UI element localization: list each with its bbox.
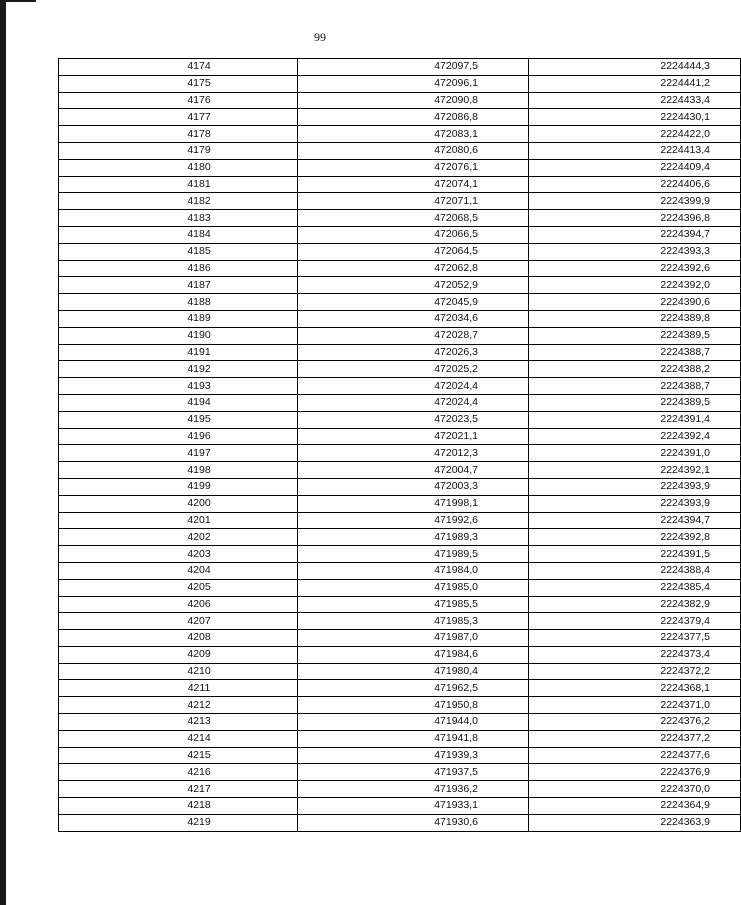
x-coordinate-cell: 471944,0	[298, 714, 529, 731]
point-number-cell: 4183	[59, 210, 298, 227]
point-number-cell: 4218	[59, 798, 298, 815]
table-row	[59, 663, 741, 680]
table-row	[59, 546, 741, 563]
table-row	[59, 75, 741, 92]
point-number-cell: 4219	[59, 814, 298, 831]
point-number-cell: 4184	[59, 226, 298, 243]
y-coordinate-cell: 2224396,8	[529, 210, 741, 227]
y-coordinate-cell: 2224377,2	[529, 730, 741, 747]
x-coordinate-cell: 471989,5	[298, 546, 529, 563]
point-number-cell: 4198	[59, 462, 298, 479]
y-coordinate-cell: 2224370,0	[529, 781, 741, 798]
point-number-cell: 4200	[59, 495, 298, 512]
x-coordinate-cell: 471987,0	[298, 630, 529, 647]
table-row	[59, 226, 741, 243]
point-number-cell: 4180	[59, 159, 298, 176]
y-coordinate-cell: 2224422,0	[529, 126, 741, 143]
point-number-cell: 4187	[59, 277, 298, 294]
x-coordinate-cell: 472083,1	[298, 126, 529, 143]
table-row	[59, 344, 741, 361]
y-coordinate-cell: 2224391,4	[529, 411, 741, 428]
y-coordinate-cell: 2224430,1	[529, 109, 741, 126]
x-coordinate-cell: 472064,5	[298, 243, 529, 260]
point-number-cell: 4189	[59, 310, 298, 327]
x-coordinate-cell: 471984,0	[298, 562, 529, 579]
table-row	[59, 529, 741, 546]
point-number-cell: 4195	[59, 411, 298, 428]
y-coordinate-cell: 2224388,7	[529, 378, 741, 395]
x-coordinate-cell: 472062,8	[298, 260, 529, 277]
x-coordinate-cell: 472071,1	[298, 193, 529, 210]
x-coordinate-cell: 471941,8	[298, 730, 529, 747]
y-coordinate-cell: 2224382,9	[529, 596, 741, 613]
table-row	[59, 210, 741, 227]
y-coordinate-cell: 2224389,5	[529, 394, 741, 411]
point-number-cell: 4205	[59, 579, 298, 596]
y-coordinate-cell: 2224389,5	[529, 327, 741, 344]
x-coordinate-cell: 472080,6	[298, 142, 529, 159]
x-coordinate-cell: 471980,4	[298, 663, 529, 680]
y-coordinate-cell: 2224379,4	[529, 613, 741, 630]
point-number-cell: 4193	[59, 378, 298, 395]
scan-edge-left	[0, 0, 6, 905]
y-coordinate-cell: 2224406,6	[529, 176, 741, 193]
table-row	[59, 193, 741, 210]
table-row	[59, 579, 741, 596]
x-coordinate-cell: 472023,5	[298, 411, 529, 428]
y-coordinate-cell: 2224393,9	[529, 478, 741, 495]
point-number-cell: 4185	[59, 243, 298, 260]
table-row	[59, 142, 741, 159]
y-coordinate-cell: 2224388,2	[529, 361, 741, 378]
table-row	[59, 478, 741, 495]
table-row	[59, 445, 741, 462]
table-row	[59, 294, 741, 311]
table-row	[59, 630, 741, 647]
x-coordinate-cell: 472074,1	[298, 176, 529, 193]
table-row	[59, 730, 741, 747]
y-coordinate-cell: 2224392,1	[529, 462, 741, 479]
x-coordinate-cell: 472021,1	[298, 428, 529, 445]
table-row	[59, 764, 741, 781]
x-coordinate-cell: 472045,9	[298, 294, 529, 311]
point-number-cell: 4176	[59, 92, 298, 109]
point-number-cell: 4197	[59, 445, 298, 462]
x-coordinate-cell: 471962,5	[298, 680, 529, 697]
x-coordinate-cell: 472090,8	[298, 92, 529, 109]
x-coordinate-cell: 472025,2	[298, 361, 529, 378]
table-row	[59, 596, 741, 613]
point-number-cell: 4215	[59, 747, 298, 764]
y-coordinate-cell: 2224444,3	[529, 59, 741, 76]
y-coordinate-cell: 2224394,7	[529, 226, 741, 243]
point-number-cell: 4203	[59, 546, 298, 563]
y-coordinate-cell: 2224368,1	[529, 680, 741, 697]
point-number-cell: 4188	[59, 294, 298, 311]
x-coordinate-cell: 471985,5	[298, 596, 529, 613]
y-coordinate-cell: 2224376,9	[529, 764, 741, 781]
point-number-cell: 4182	[59, 193, 298, 210]
point-number-cell: 4216	[59, 764, 298, 781]
table-row	[59, 361, 741, 378]
y-coordinate-cell: 2224389,8	[529, 310, 741, 327]
table-row	[59, 277, 741, 294]
y-coordinate-cell: 2224409,4	[529, 159, 741, 176]
y-coordinate-cell: 2224391,5	[529, 546, 741, 563]
table-row	[59, 814, 741, 831]
y-coordinate-cell: 2224393,3	[529, 243, 741, 260]
x-coordinate-cell: 471933,1	[298, 798, 529, 815]
x-coordinate-cell: 471930,6	[298, 814, 529, 831]
x-coordinate-cell: 471992,6	[298, 512, 529, 529]
x-coordinate-cell: 472003,3	[298, 478, 529, 495]
x-coordinate-cell: 471939,3	[298, 747, 529, 764]
x-coordinate-cell: 471985,0	[298, 579, 529, 596]
x-coordinate-cell: 472097,5	[298, 59, 529, 76]
x-coordinate-cell: 471989,3	[298, 529, 529, 546]
y-coordinate-cell: 2224376,2	[529, 714, 741, 731]
table-row	[59, 243, 741, 260]
point-number-cell: 4175	[59, 75, 298, 92]
table-row	[59, 697, 741, 714]
table-row	[59, 462, 741, 479]
x-coordinate-cell: 472086,8	[298, 109, 529, 126]
x-coordinate-cell: 472034,6	[298, 310, 529, 327]
x-coordinate-cell: 472076,1	[298, 159, 529, 176]
point-number-cell: 4177	[59, 109, 298, 126]
point-number-cell: 4201	[59, 512, 298, 529]
point-number-cell: 4178	[59, 126, 298, 143]
y-coordinate-cell: 2224364,9	[529, 798, 741, 815]
x-coordinate-cell: 472024,4	[298, 394, 529, 411]
table-row	[59, 378, 741, 395]
table-row	[59, 59, 741, 76]
table-row	[59, 92, 741, 109]
x-coordinate-cell: 472066,5	[298, 226, 529, 243]
x-coordinate-cell: 471950,8	[298, 697, 529, 714]
y-coordinate-cell: 2224388,4	[529, 562, 741, 579]
point-number-cell: 4206	[59, 596, 298, 613]
table-row	[59, 781, 741, 798]
page-number: 99	[314, 30, 326, 44]
x-coordinate-cell: 472068,5	[298, 210, 529, 227]
table-row	[59, 495, 741, 512]
point-number-cell: 4194	[59, 394, 298, 411]
x-coordinate-cell: 471998,1	[298, 495, 529, 512]
point-number-cell: 4204	[59, 562, 298, 579]
y-coordinate-cell: 2224441,2	[529, 75, 741, 92]
point-number-cell: 4211	[59, 680, 298, 697]
table-row	[59, 613, 741, 630]
x-coordinate-cell: 472052,9	[298, 277, 529, 294]
point-number-cell: 4202	[59, 529, 298, 546]
point-number-cell: 4212	[59, 697, 298, 714]
x-coordinate-cell: 472024,4	[298, 378, 529, 395]
x-coordinate-cell: 472096,1	[298, 75, 529, 92]
y-coordinate-cell: 2224372,2	[529, 663, 741, 680]
table-row	[59, 109, 741, 126]
table-row	[59, 428, 741, 445]
x-coordinate-cell: 471937,5	[298, 764, 529, 781]
table-row	[59, 714, 741, 731]
y-coordinate-cell: 2224390,6	[529, 294, 741, 311]
x-coordinate-cell: 472012,3	[298, 445, 529, 462]
table-row	[59, 159, 741, 176]
y-coordinate-cell: 2224393,9	[529, 495, 741, 512]
y-coordinate-cell: 2224433,4	[529, 92, 741, 109]
x-coordinate-cell: 471985,3	[298, 613, 529, 630]
point-number-cell: 4196	[59, 428, 298, 445]
table-row	[59, 798, 741, 815]
x-coordinate-cell: 471984,6	[298, 646, 529, 663]
y-coordinate-cell: 2224392,6	[529, 260, 741, 277]
table-row	[59, 411, 741, 428]
table-row	[59, 680, 741, 697]
y-coordinate-cell: 2224394,7	[529, 512, 741, 529]
x-coordinate-cell: 471936,2	[298, 781, 529, 798]
y-coordinate-cell: 2224392,8	[529, 529, 741, 546]
y-coordinate-cell: 2224377,6	[529, 747, 741, 764]
y-coordinate-cell: 2224363,9	[529, 814, 741, 831]
y-coordinate-cell: 2224385,4	[529, 579, 741, 596]
y-coordinate-cell: 2224388,7	[529, 344, 741, 361]
y-coordinate-cell: 2224392,4	[529, 428, 741, 445]
point-number-cell: 4191	[59, 344, 298, 361]
point-number-cell: 4192	[59, 361, 298, 378]
table-row	[59, 126, 741, 143]
y-coordinate-cell: 2224371,0	[529, 697, 741, 714]
table-row	[59, 747, 741, 764]
scan-edge-top	[0, 0, 36, 2]
table-row	[59, 176, 741, 193]
point-number-cell: 4179	[59, 142, 298, 159]
point-number-cell: 4213	[59, 714, 298, 731]
table-row	[59, 512, 741, 529]
point-number-cell: 4181	[59, 176, 298, 193]
x-coordinate-cell: 472004,7	[298, 462, 529, 479]
y-coordinate-cell: 2224399,9	[529, 193, 741, 210]
point-number-cell: 4210	[59, 663, 298, 680]
y-coordinate-cell: 2224377,5	[529, 630, 741, 647]
point-number-cell: 4208	[59, 630, 298, 647]
point-number-cell: 4186	[59, 260, 298, 277]
point-number-cell: 4174	[59, 59, 298, 76]
point-number-cell: 4209	[59, 646, 298, 663]
point-number-cell: 4217	[59, 781, 298, 798]
table-row	[59, 260, 741, 277]
table-row	[59, 562, 741, 579]
table-row	[59, 394, 741, 411]
point-number-cell: 4190	[59, 327, 298, 344]
y-coordinate-cell: 2224373,4	[529, 646, 741, 663]
x-coordinate-cell: 472026,3	[298, 344, 529, 361]
y-coordinate-cell: 2224413,4	[529, 142, 741, 159]
point-number-cell: 4214	[59, 730, 298, 747]
table-row	[59, 327, 741, 344]
y-coordinate-cell: 2224392,0	[529, 277, 741, 294]
coordinate-table-body	[59, 59, 741, 832]
table-row	[59, 646, 741, 663]
y-coordinate-cell: 2224391,0	[529, 445, 741, 462]
point-number-cell: 4207	[59, 613, 298, 630]
point-number-cell: 4199	[59, 478, 298, 495]
x-coordinate-cell: 472028,7	[298, 327, 529, 344]
coordinate-table	[58, 58, 741, 832]
table-row	[59, 310, 741, 327]
